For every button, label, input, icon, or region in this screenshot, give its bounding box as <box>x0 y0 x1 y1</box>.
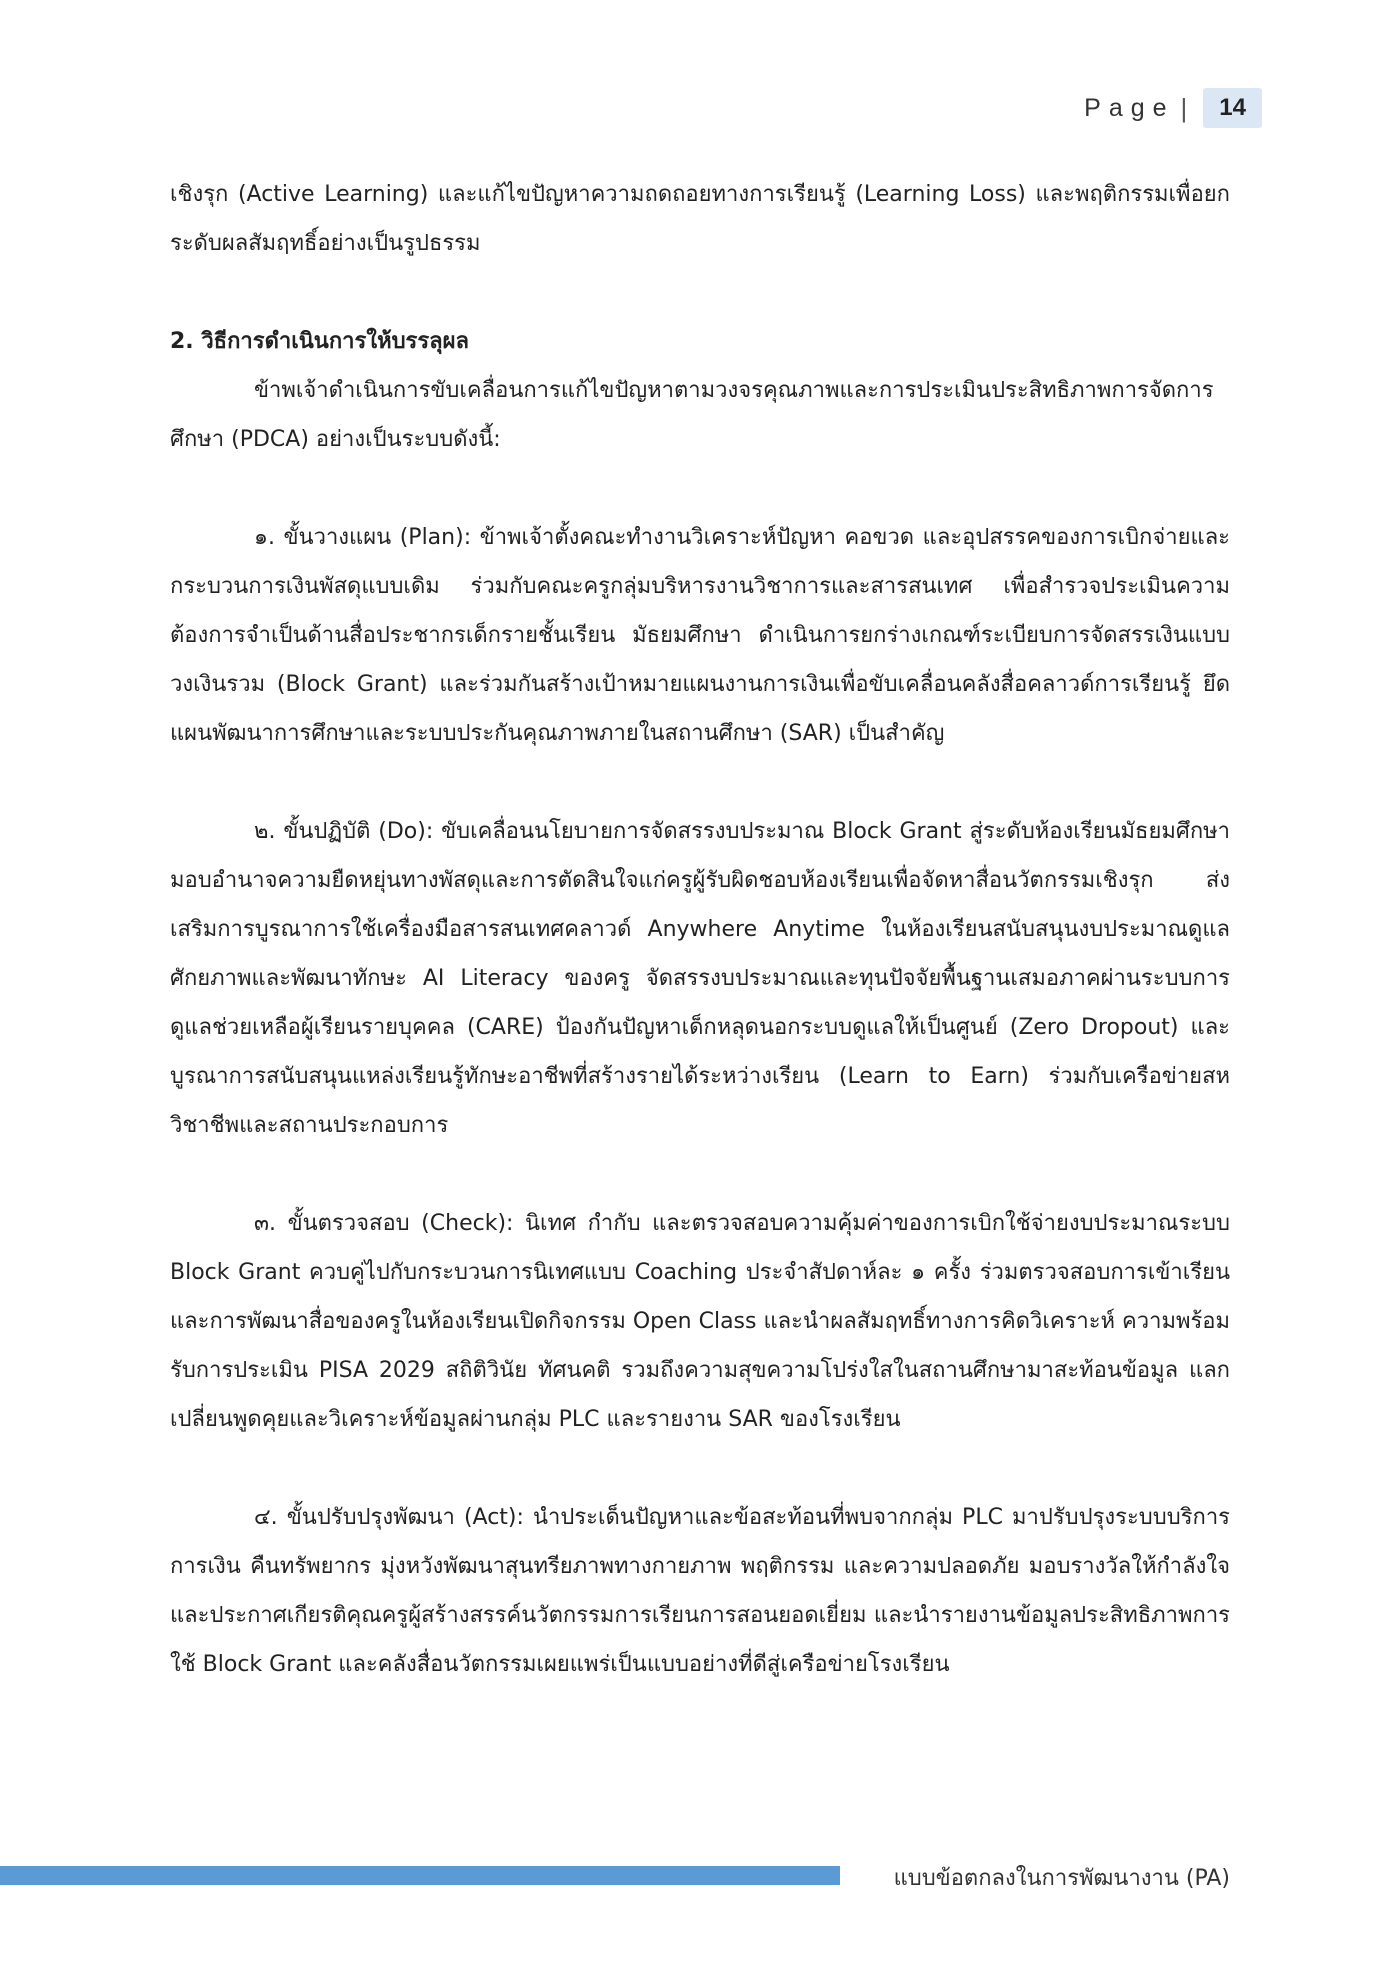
document-body <box>170 170 1230 1689</box>
page-label: Page <box>1084 93 1175 122</box>
section-intro-paragraph: ข้าพเจ้าดำเนินการขับเคลื่อนการแก้ไขปัญหาตามวงจรคุณภาพและการประเมินประสิทธิภาพการจัดการศึกษา (PDCA) อย่างเป็นระบบดังนี้: <box>170 378 1214 452</box>
step-do-paragraph: ๒. ขั้นปฏิบัติ (Do): ขับเคลื่อนนโยบายการจัดสรรงบประมาณ Block Grant สู่ระดับห้องเรียนมัธยมศึกษา มอบอำนาจความยืดหยุ่นทางพัสดุและการตัดสินใจแก่ครูผู้รับผิดชอบห้องเรียนเพื่อจัดหาสื่อนวัตกรรมเชิงรุก ส่งเสริมการบูรณาการใช้เครื่องมือสารสนเทศคลาวด์ Anywhere Anytime ในห้องเรียนสนับสนุนงบประมาณดูแลศักยภาพและพัฒนาทักษะ AI Literacy ของครู จัดสรรงบประมาณและทุนปัจจัยพื้นฐานเสมอภาคผ่านระบบการดูแลช่วยเหลือผู้เรียนรายบุคคล (CARE) ป้องกันปัญหาเด็กหลุดนอกระบบดูแลให้เป็นศูนย์ (Zero Dropout) และบูรณาการสนับสนุนแหล่งเรียนรู้ทักษะอาชีพที่สร้างรายได้ระหว่างเรียน (Learn to Earn) ร่วมกับเครือข่ายสหวิชาชีพและสถานประกอบการ <box>170 819 1230 1138</box>
step-act-paragraph: ๔. ขั้นปรับปรุงพัฒนา (Act): นำประเด็นปัญหาและข้อสะท้อนที่พบจากกลุ่ม PLC มาปรับปรุงระบบบริการการเงิน คืนทรัพยากร มุ่งหวังพัฒนาสุนทรียภาพทางกายภาพ พฤติกรรม และความปลอดภัย มอบรางวัลให้กำลังใจและประกาศเกียรติคุณครูผู้สร้างสรรค์นวัตกรรมการเรียนการสอนยอดเยี่ยม และนำรายงานข้อมูลประสิทธิภาพการใช้ Block Grant และคลังสื่อนวัตกรรมเผยแพร่เป็นแบบอย่างที่ดีสู่เครือข่ายโรงเรียน <box>170 1505 1230 1677</box>
paragraph-gap <box>170 1150 1230 1199</box>
paragraph-gap <box>170 758 1230 807</box>
step-plan-paragraph: ๑. ขั้นวางแผน (Plan): ข้าพเจ้าตั้งคณะทำงานวิเคราะห์ปัญหา คอขวด และอุปสรรคของการเบิกจ่ายและกระบวนการเงินพัสดุแบบเดิม ร่วมกับคณะครูกลุ่มบริหารงานวิชาการและสารสนเทศ เพื่อสำรวจประเมินความต้องการจำเป็นด้านสื่อประชากรเด็กรายชั้นเรียน มัธยมศึกษา ดำเนินการยกร่างเกณฑ์ระเบียบการจัดสรรเงินแบบวงเงินรวม (Block Grant) และร่วมกันสร้างเป้าหมายแผนงานการเงินเพื่อขับเคลื่อนคลังสื่อคลาวด์การเรียนรู้ ยึดแผนพัฒนาการศึกษาและระบบประกันคุณภาพภายในสถานศึกษา (SAR) เป็นสำคัญ <box>170 525 1230 746</box>
footer-accent-bar <box>0 1866 840 1885</box>
intro-paragraph: เชิงรุก (Active Learning) และแก้ไขปัญหาความถดถอยทางการเรียนรู้ (Learning Loss) และพฤติกรรมเพื่อยกระดับผลสัมฤทธิ์อย่างเป็นรูปธรรม <box>170 182 1230 256</box>
footer-title: แบบข้อตกลงในการพัฒนางาน (PA) <box>893 1866 1230 1891</box>
section-title: 2. วิธีการดำเนินการให้บรรลุผล <box>170 329 470 354</box>
page-separator: | <box>1180 92 1188 123</box>
step-check-paragraph: ๓. ขั้นตรวจสอบ (Check): นิเทศ กำกับ และตรวจสอบความคุ้มค่าของการเบิกใช้จ่ายงบประมาณระบบ Block Grant ควบคู่ไปกับกระบวนการนิเทศแบบ Coaching ประจำสัปดาห์ละ ๑ ครั้ง ร่วมตรวจสอบการเข้าเรียนและการพัฒนาสื่อของครูในห้องเรียนเปิดกิจกรรม Open Class และนำผลสัมฤทธิ์ทางการคิดวิเคราะห์ ความพร้อมรับการประเมิน PISA 2029 สถิติวินัย ทัศนคติ รวมถึงความสุขความโปร่งใสในสถานศึกษามาสะท้อนข้อมูล แลกเปลี่ยนพูดคุยและวิเคราะห์ข้อมูลผ่านกลุ่ม PLC และรายงาน SAR ของโรงเรียน <box>170 1211 1231 1432</box>
paragraph-gap <box>170 1444 1230 1493</box>
paragraph-gap <box>170 464 1230 513</box>
page-number-badge: 14 <box>1203 88 1262 128</box>
page-header <box>1084 88 1262 128</box>
